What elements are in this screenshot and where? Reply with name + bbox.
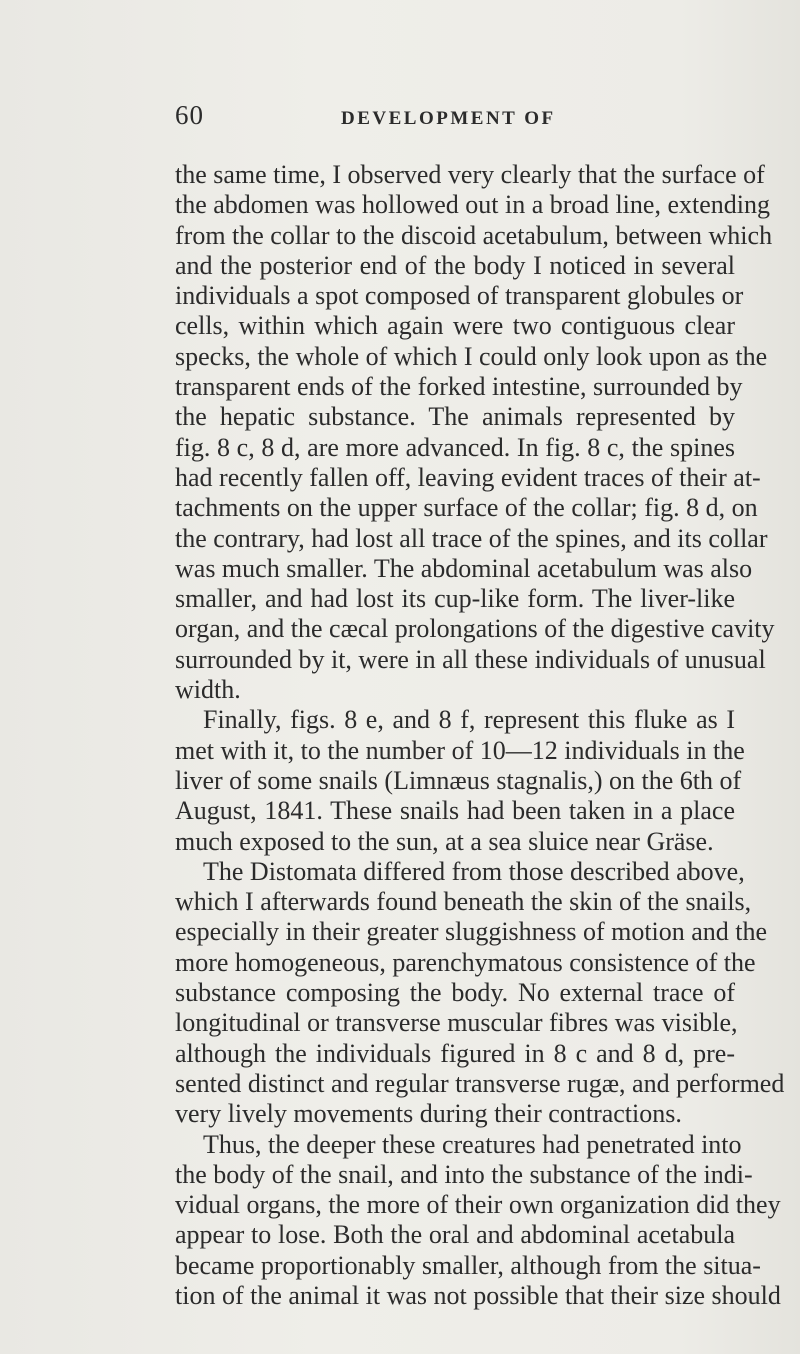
text-line: which I afterwards found beneath the skin of the snails,	[175, 887, 752, 917]
text-line: although the individuals figured in 8 c and 8 d, pre-	[175, 1038, 735, 1068]
text-line: became proportionably smaller, although from the situa-	[175, 1250, 761, 1280]
text-line: was much smaller. The abdominal acetabulum was also	[175, 553, 753, 583]
page-number: 60	[175, 100, 204, 130]
text-line: the body of the snail, and into the substance of the indi-	[175, 1159, 753, 1189]
text-line: more homogeneous, parenchymatous consistence of the	[175, 947, 756, 977]
text-line: individuals a spot composed of transparent globules or	[175, 281, 744, 311]
text-line: from the collar to the discoid acetabulum, between which	[175, 220, 773, 250]
text-line: substance composing the body. No external trace of	[175, 978, 735, 1008]
text-line: fig. 8 c, 8 d, are more advanced. In fig. 8 c, the spines	[175, 432, 735, 462]
text-line: cells, within which again were two contiguous clear	[175, 311, 735, 341]
paragraph-start-line: Thus, the deeper these creatures had penetrated into	[203, 1129, 742, 1159]
text-line: specks, the whole of which I could only look upon as the	[175, 341, 768, 371]
text-line: liver of some snails (Limnæus stagnalis,) on the 6th of	[175, 765, 742, 795]
text-line: organ, and the cæcal prolongations of the digestive cavity	[175, 614, 775, 644]
text-line: the same time, I observed very clearly that the surface of	[175, 160, 765, 189]
text-line: and the posterior end of the body I noticed in several	[175, 250, 735, 280]
text-line: sented distinct and regular transverse rugæ, and performed	[175, 1068, 785, 1098]
text-line: surrounded by it, were in all these individuals of unusual	[175, 644, 766, 674]
text-line: the hepatic substance. The animals represented by	[175, 402, 735, 432]
text-line: very lively movements during their contractions.	[175, 1099, 682, 1129]
paragraph-start-line: Finally, figs. 8 e, and 8 f, represent this fluke as I	[203, 705, 735, 735]
text-line: had recently fallen off, leaving evident traces of their at-	[175, 462, 761, 492]
page-header	[175, 100, 735, 140]
body-text	[175, 160, 785, 1311]
text-line: met with it, to the number of 10—12 individuals in the	[175, 735, 745, 765]
text-line: August, 1841. These snails had been taken in a place	[175, 796, 735, 826]
text-line: longitudinal or transverse muscular fibres was visible,	[175, 1008, 738, 1038]
text-line: the contrary, had lost all trace of the spines, and its collar	[175, 523, 768, 553]
text-line: much exposed to the sun, at a sea sluice near Gräse.	[175, 826, 714, 856]
text-line: tachments on the upper surface of the collar; fig. 8 d, on	[175, 493, 758, 523]
paragraph-start-line: The Distomata differed from those described above,	[203, 856, 745, 886]
running-head: DEVELOPMENT OF	[341, 108, 556, 129]
text-line: tion of the animal it was not possible that their size should	[175, 1280, 781, 1310]
text-line: smaller, and had lost its cup-like form. The liver-like	[175, 584, 735, 614]
text-line: especially in their greater sluggishness of motion and the	[175, 917, 768, 947]
text-line: vidual organs, the more of their own organization did they	[175, 1190, 781, 1220]
text-line: the abdomen was hollowed out in a broad line, extending	[175, 190, 770, 220]
text-line: appear to lose. Both the oral and abdominal acetabula	[175, 1220, 735, 1250]
text-line: width.	[175, 675, 241, 705]
text-line: transparent ends of the forked intestine, surrounded by	[175, 372, 743, 402]
